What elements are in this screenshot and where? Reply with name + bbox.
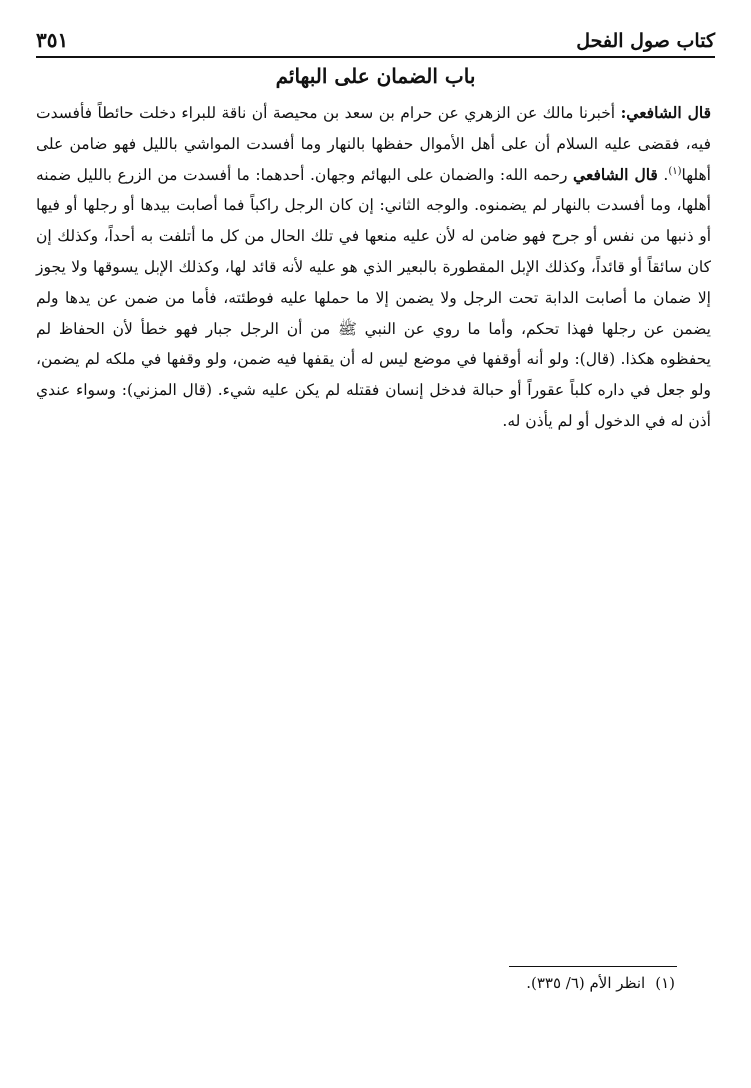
text-segment: رحمه الله: والضمان على البهائم وجهان. أحدهما: ما أفسدت من الزرع بالليل ضمنه أهلها، وما أفسدت بالنهار لم يضمنوه. والوجه الثاني: إن كان الرجل راكباً فما أصابت بيدها أو رجلها أو فيها أو ذنبها من نفس أو جرح فهو ضامن له لأن عليه منعها في تلك الحال من كل ما أتلفت به أحداً، وكذلك إن كان سائقاً أو قائداً، وكذلك الإبل المقطورة بالبعير الذي هو عليه لأنه قائد لها، وكذلك الإبل يسوقها ولا يجوز إلا ضمان ما أصابت الدابة تحت الرجل ولا يضمن إلا ما حملها عليه فوطئته، فأما من ضمن عن يدها ولم يضمن عن رجلها فهذا تحكم، وأما ما روي عن النبي ﷺ من أن الرجل جبار فهو خطأ لأن الحفاظ لم يحفظوه هكذا. (قال): ولو أنه أوقفها في موضع ليس له أن يقفها فيه ضمن، ولو وقفها في ملكه لم يضمن، ولو جعل في داره كلباً عقوراً أو حبالة فدخل إنسان فقتله لم يكن عليه شيء. (قال المزني): وسواء عندي أذن له في الدخول أو لم يأذن له. xyxy=(36,165,711,430)
footnote-text: انظر الأم (٦/ ٣٣٥). xyxy=(526,974,646,992)
text-segment: . xyxy=(657,165,669,184)
paragraph xyxy=(36,98,711,437)
footnote-divider xyxy=(509,966,677,967)
body-text xyxy=(36,98,711,437)
footnote-reference: (١) xyxy=(668,165,682,177)
text-segment: أخبرنا مالك عن الزهري عن حرام بن سعد بن محيصة أن ناقة للبراء دخلت حائطاً فأفسدت فيه، فقضى عليه السلام أن على أهل الأموال حفظها بالنهار وما أفسدت المواشي بالليل فهو ضامن على أهلها xyxy=(36,104,711,184)
speaker-label: قال الشافعي xyxy=(573,164,658,184)
chapter-title: باب الضمان على البهائم xyxy=(275,64,476,88)
footnote-number: (١) xyxy=(655,974,675,992)
page-number: ٣٥١ xyxy=(36,28,69,52)
book-title: كتاب صول الفحل xyxy=(576,30,715,52)
running-header xyxy=(36,18,715,58)
footnote xyxy=(36,974,675,992)
speaker-label: قال الشافعي: xyxy=(620,103,711,122)
